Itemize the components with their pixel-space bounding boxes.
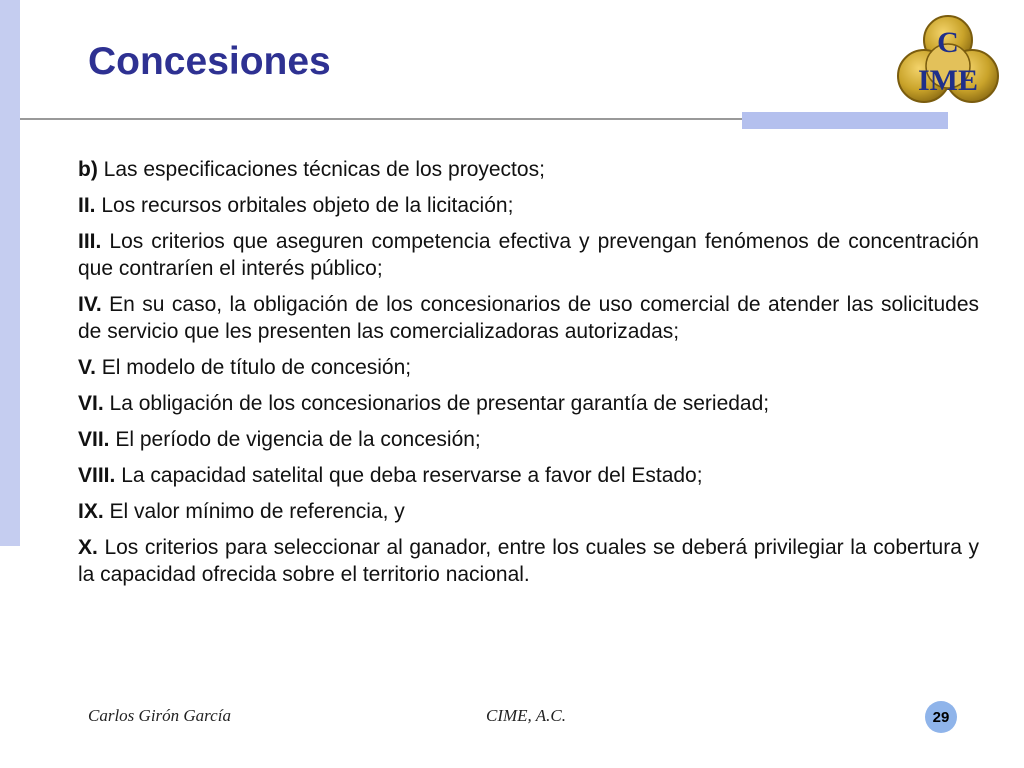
item-label: b) bbox=[78, 158, 98, 181]
list-item bbox=[78, 291, 979, 345]
footer-organization: CIME, A.C. bbox=[486, 706, 566, 725]
left-accent-bar bbox=[0, 0, 20, 546]
logo-letter-c: C bbox=[937, 26, 959, 59]
list-item bbox=[78, 498, 979, 525]
divider-accent-block bbox=[742, 112, 948, 129]
list-item bbox=[78, 534, 979, 588]
item-label: II. bbox=[78, 194, 96, 217]
item-label: IX. bbox=[78, 500, 104, 523]
logo-letters-ime: IME bbox=[918, 64, 978, 97]
footer-author: Carlos Girón García bbox=[88, 706, 231, 725]
item-text: Las especificaciones técnicas de los proyectos; bbox=[97, 158, 545, 181]
list-item bbox=[78, 390, 979, 417]
item-text: Los criterios que aseguren competencia efectiva y prevengan fenómenos de concentración que contraríen el interés público; bbox=[78, 230, 979, 280]
item-label: III. bbox=[78, 230, 102, 253]
item-text: Los recursos orbitales objeto de la licitación; bbox=[95, 194, 514, 217]
item-text: El período de vigencia de la concesión; bbox=[109, 428, 481, 451]
item-text: Los criterios para seleccionar al ganador, entre los cuales se deberá privilegiar la cobertura y la capacidad ofrecida sobre el territorio nacional. bbox=[78, 536, 979, 586]
item-text: El valor mínimo de referencia, y bbox=[103, 500, 405, 523]
item-text: En su caso, la obligación de los concesionarios de uso comercial de atender las solicitudes de servicio que les presenten las comercializadoras autorizadas; bbox=[78, 293, 979, 343]
list-item bbox=[78, 426, 979, 453]
list-item bbox=[78, 156, 979, 183]
list-item bbox=[78, 354, 979, 381]
list-item bbox=[78, 192, 979, 219]
item-label: V. bbox=[78, 356, 96, 379]
item-label: X. bbox=[78, 536, 98, 559]
list-item bbox=[78, 462, 979, 489]
item-text: La capacidad satelital que deba reservarse a favor del Estado; bbox=[115, 464, 703, 487]
page-number-badge: 29 bbox=[925, 701, 957, 733]
item-label: VIII. bbox=[78, 464, 116, 487]
slide-title: Concesiones bbox=[88, 40, 331, 83]
item-label: VI. bbox=[78, 392, 104, 415]
item-text: El modelo de título de concesión; bbox=[95, 356, 412, 379]
item-label: VII. bbox=[78, 428, 110, 451]
list-item bbox=[78, 228, 979, 282]
item-label: IV. bbox=[78, 293, 102, 316]
item-text: La obligación de los concesionarios de presentar garantía de seriedad; bbox=[103, 392, 770, 415]
cime-logo-icon bbox=[892, 10, 1004, 110]
slide-body bbox=[78, 156, 979, 597]
